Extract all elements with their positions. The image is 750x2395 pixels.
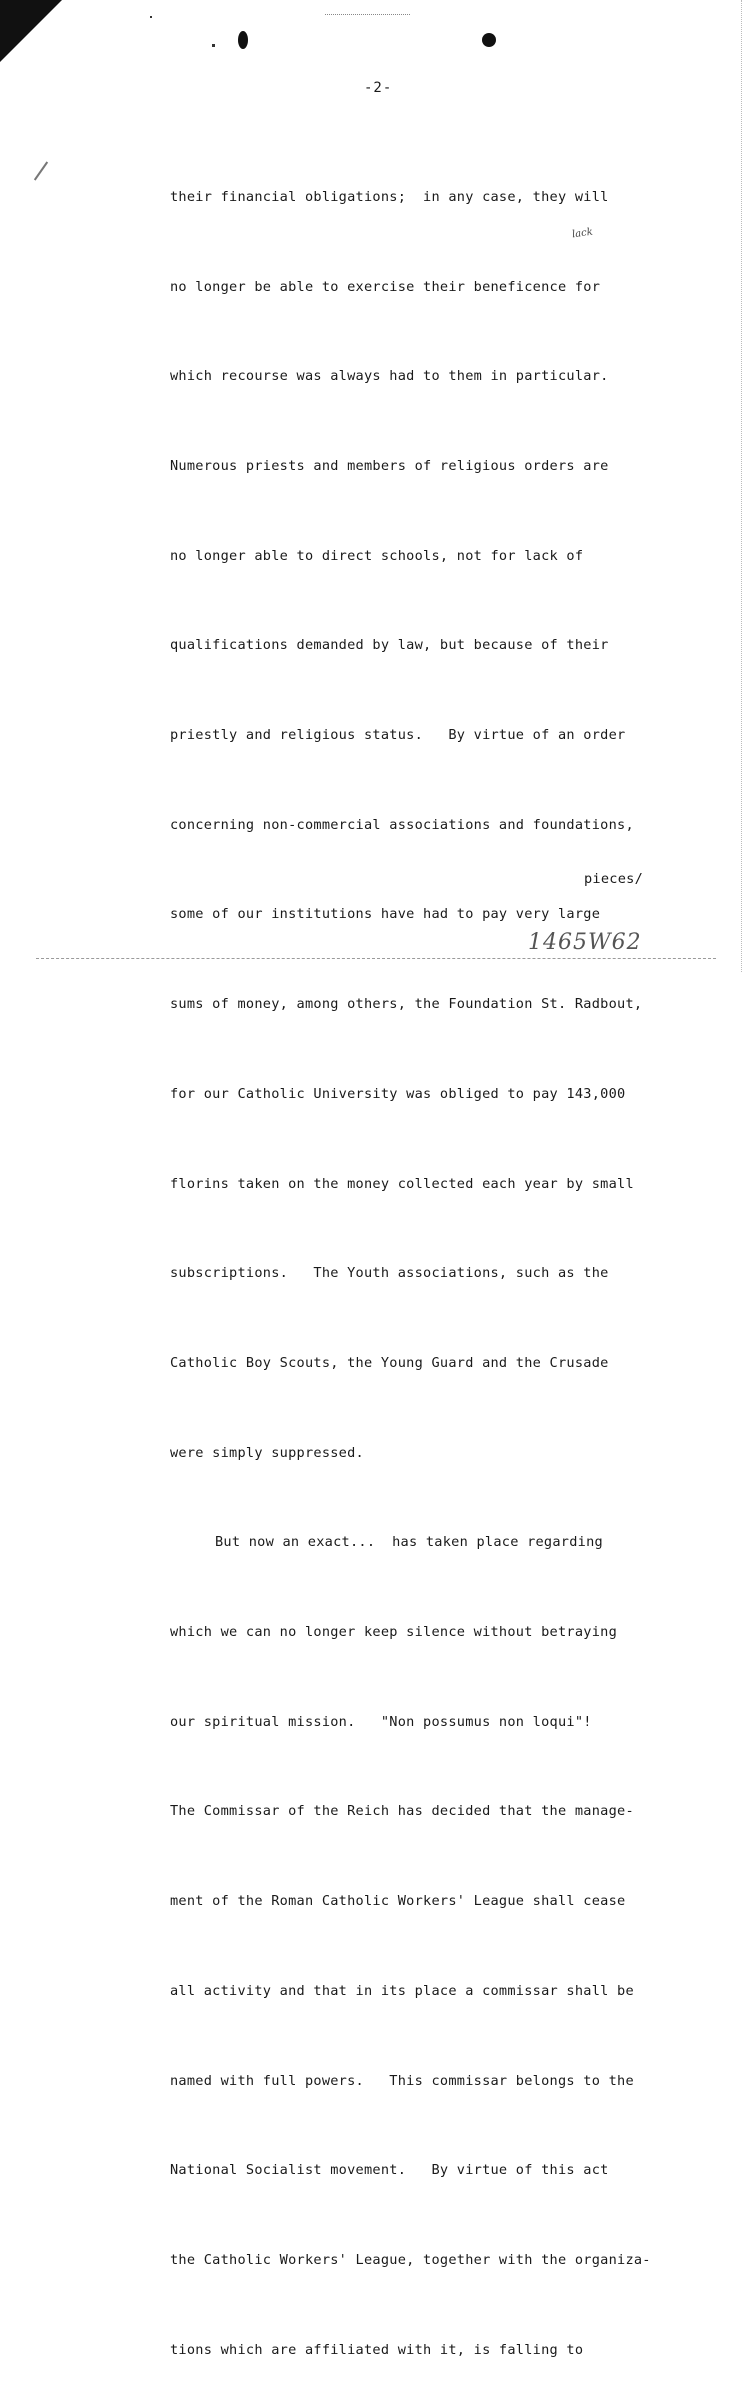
text-line: sums of money, among others, the Foundation St. Radbout, bbox=[170, 996, 643, 1013]
text-line: subscriptions. The Youth associations, such as the bbox=[170, 1265, 609, 1282]
text-line: priestly and religious status. By virtue of an order bbox=[170, 727, 626, 744]
text-line: qualifications demanded by law, but because of their bbox=[170, 637, 609, 654]
text-line: ment of the Roman Catholic Workers' League shall cease bbox=[170, 1893, 626, 1910]
text-line: named with full powers. This commissar belongs to the bbox=[170, 2072, 634, 2089]
text-line: which recourse was always had to them in particular. bbox=[170, 368, 609, 385]
text-line: no longer able to direct schools, not for lack of bbox=[170, 547, 584, 564]
text-line: florins taken on the money collected each year by small bbox=[170, 1175, 634, 1192]
text-line: Numerous priests and members of religious orders are bbox=[170, 457, 609, 474]
catchword: pieces/ bbox=[584, 871, 644, 887]
text-line: which we can no longer keep silence without betraying bbox=[170, 1624, 618, 1641]
text-line: our spiritual mission. "Non possumus non loqui"! bbox=[170, 1713, 592, 1730]
archive-number: 1465W62 bbox=[528, 930, 642, 955]
text-line: The Commissar of the Reich has decided that the manage- bbox=[170, 1803, 634, 1820]
speck bbox=[212, 44, 215, 47]
text-line: all activity and that in its place a commissar shall be bbox=[170, 1982, 634, 1999]
bottom-dotted-mark bbox=[36, 958, 716, 959]
text-line: tions which are affiliated with it, is falling to bbox=[170, 2341, 584, 2358]
text-line: for our Catholic University was obliged to pay 143,000 bbox=[170, 1085, 626, 1102]
margin-mark bbox=[34, 161, 48, 180]
page-edge bbox=[741, 0, 742, 972]
text-line: Catholic Boy Scouts, the Young Guard and the Crusade bbox=[170, 1354, 609, 1371]
corner-fold-mark bbox=[0, 0, 62, 62]
text-line: their financial obligations; in any case, they will bbox=[170, 188, 609, 205]
text-line: concerning non-commercial associations and foundations, bbox=[170, 816, 634, 833]
text-line: were simply suppressed. bbox=[170, 1444, 364, 1461]
text-line: National Socialist movement. By virtue of this act bbox=[170, 2162, 609, 2179]
text-line: But now an exact... has taken place regarding bbox=[215, 1534, 603, 1551]
document-body bbox=[170, 123, 690, 2395]
handwritten-insertion: lack bbox=[571, 226, 594, 241]
punch-hole-right bbox=[482, 33, 496, 47]
top-dotted-mark bbox=[325, 14, 410, 15]
text-line: the Catholic Workers' League, together with the organiza- bbox=[170, 2251, 651, 2268]
page-number: -2- bbox=[364, 80, 393, 96]
text-line: no longer be able to exercise their beneficence for bbox=[170, 278, 601, 295]
punch-hole-left bbox=[238, 31, 248, 49]
text-line: some of our institutions have had to pay very large bbox=[170, 906, 601, 923]
speck bbox=[150, 16, 152, 18]
